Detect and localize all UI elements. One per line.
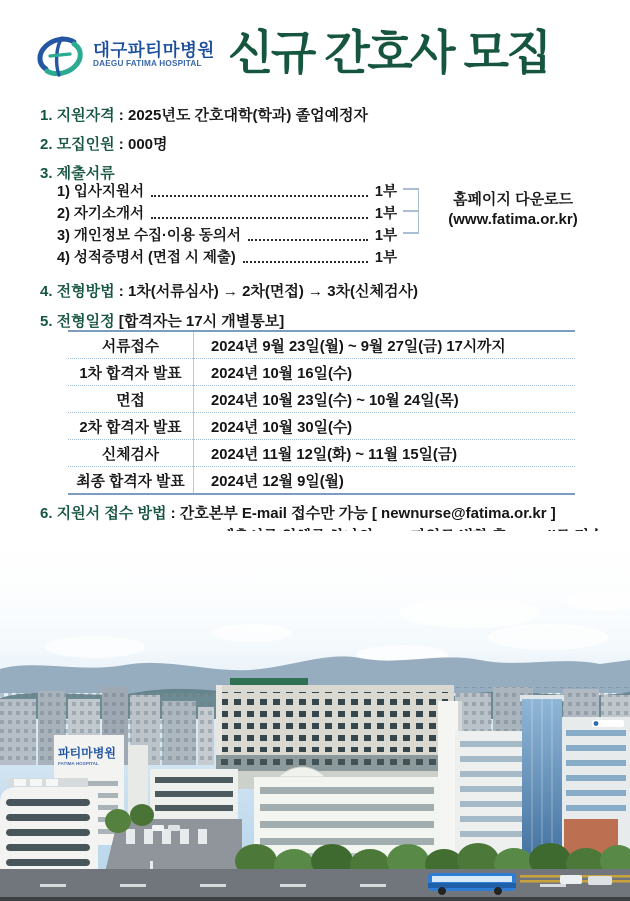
schedule-date: 2024년 11월 12일(화) ~ 11월 15일(금) [194,440,576,467]
section-process [40,280,418,301]
document-name: 1) 입사지원서 [57,184,144,200]
dotted-leader [151,216,368,219]
bracket-stub [403,232,418,234]
document-name: 2) 자기소개서 [57,206,144,222]
schedule-date: 2024년 10월 16일(수) [194,359,576,386]
document-copies: 1부 [374,184,397,200]
section-schedule [40,310,284,331]
section-1-value: : 2025년도 간호대학(학과) 졸업예정자 [114,107,369,124]
dotted-leader [151,194,368,197]
hospital-name-block [93,41,215,68]
document-row [57,179,397,201]
download-note [428,190,598,230]
schedule-date: 2024년 9월 23일(월) ~ 9월 27일(금) 17시까지 [194,331,576,359]
table-row [68,440,575,467]
building-sign-ko: 파티마병원 [58,746,116,760]
section-4-label: 4. 전형방법 [40,283,115,300]
table-row [68,359,575,386]
schedule-stage: 면접 [68,386,194,413]
table-row [68,467,575,495]
section-3-label: 3. 제출서류 [40,165,115,182]
schedule-date: 2024년 12월 9일(월) [194,467,576,495]
hospital-aerial-photo [0,531,630,901]
section-submission [40,502,556,523]
dotted-leader [243,260,368,263]
section-5-label: 5. 전형일정 [40,313,115,330]
bracket-stub [403,210,418,212]
main-road [0,869,630,901]
section-2-value: : 000명 [114,136,168,153]
download-note-line1: 홈페이지 다운로드 [452,191,574,208]
page-title: 신규 간호사 모집 [228,26,550,79]
schedule-date: 2024년 10월 30일(수) [194,413,576,440]
section-2-label: 2. 모집인원 [40,136,115,153]
schedule-date: 2024년 10월 23일(수) ~ 10월 24일(목) [194,386,576,413]
schedule-stage: 1차 합격자 발표 [68,359,194,386]
table-row [68,413,575,440]
table-row [68,331,575,359]
section-5-value: [합격자는 17시 개별통보] [114,313,285,330]
group-bracket [403,188,419,234]
hospital-logo-icon [34,33,86,79]
schedule-stage: 2차 합격자 발표 [68,413,194,440]
section-6-label: 6. 지원서 접수 방법 [40,505,167,522]
schedule-stage: 신체검사 [68,440,194,467]
document-row [57,245,397,267]
schedule-stage: 최종 합격자 발표 [68,467,194,495]
schedule-stage: 서류접수 [68,331,194,359]
hospital-name-ko: 대구파티마병원 [93,40,215,60]
section-4-value: : 1차(서류심사) → 2차(면접) → 3차(신체검사) [114,283,419,300]
table-row [68,386,575,413]
section-1-label: 1. 지원자격 [40,107,115,124]
section-qualification [40,104,368,125]
bracket-stub [403,188,418,190]
building-sign-en: FATIMA HOSPITAL [58,761,99,766]
schedule-table [68,330,575,495]
section-6-value: : 간호본부 E-mail 접수만 가능 [ newnurse@fatima.or.kr ] [166,505,556,522]
main-hospital-tower [216,678,454,789]
document-list [57,179,397,267]
document-copies: 1부 [374,250,397,266]
section-headcount [40,133,168,154]
photo-top-fade [0,531,630,661]
document-name: 4) 성적증명서 (면접 시 제출) [57,250,236,266]
document-name: 3) 개인정보 수집·이용 동의서 [57,228,241,244]
document-copies: 1부 [374,228,397,244]
hospital-name-en: DAEGU FATIMA HOSPITAL [93,59,202,69]
document-row [57,223,397,245]
document-row [57,201,397,223]
document-copies: 1부 [374,206,397,222]
download-note-line2: (www.fatima.or.kr) [448,211,578,228]
dotted-leader [248,238,368,241]
